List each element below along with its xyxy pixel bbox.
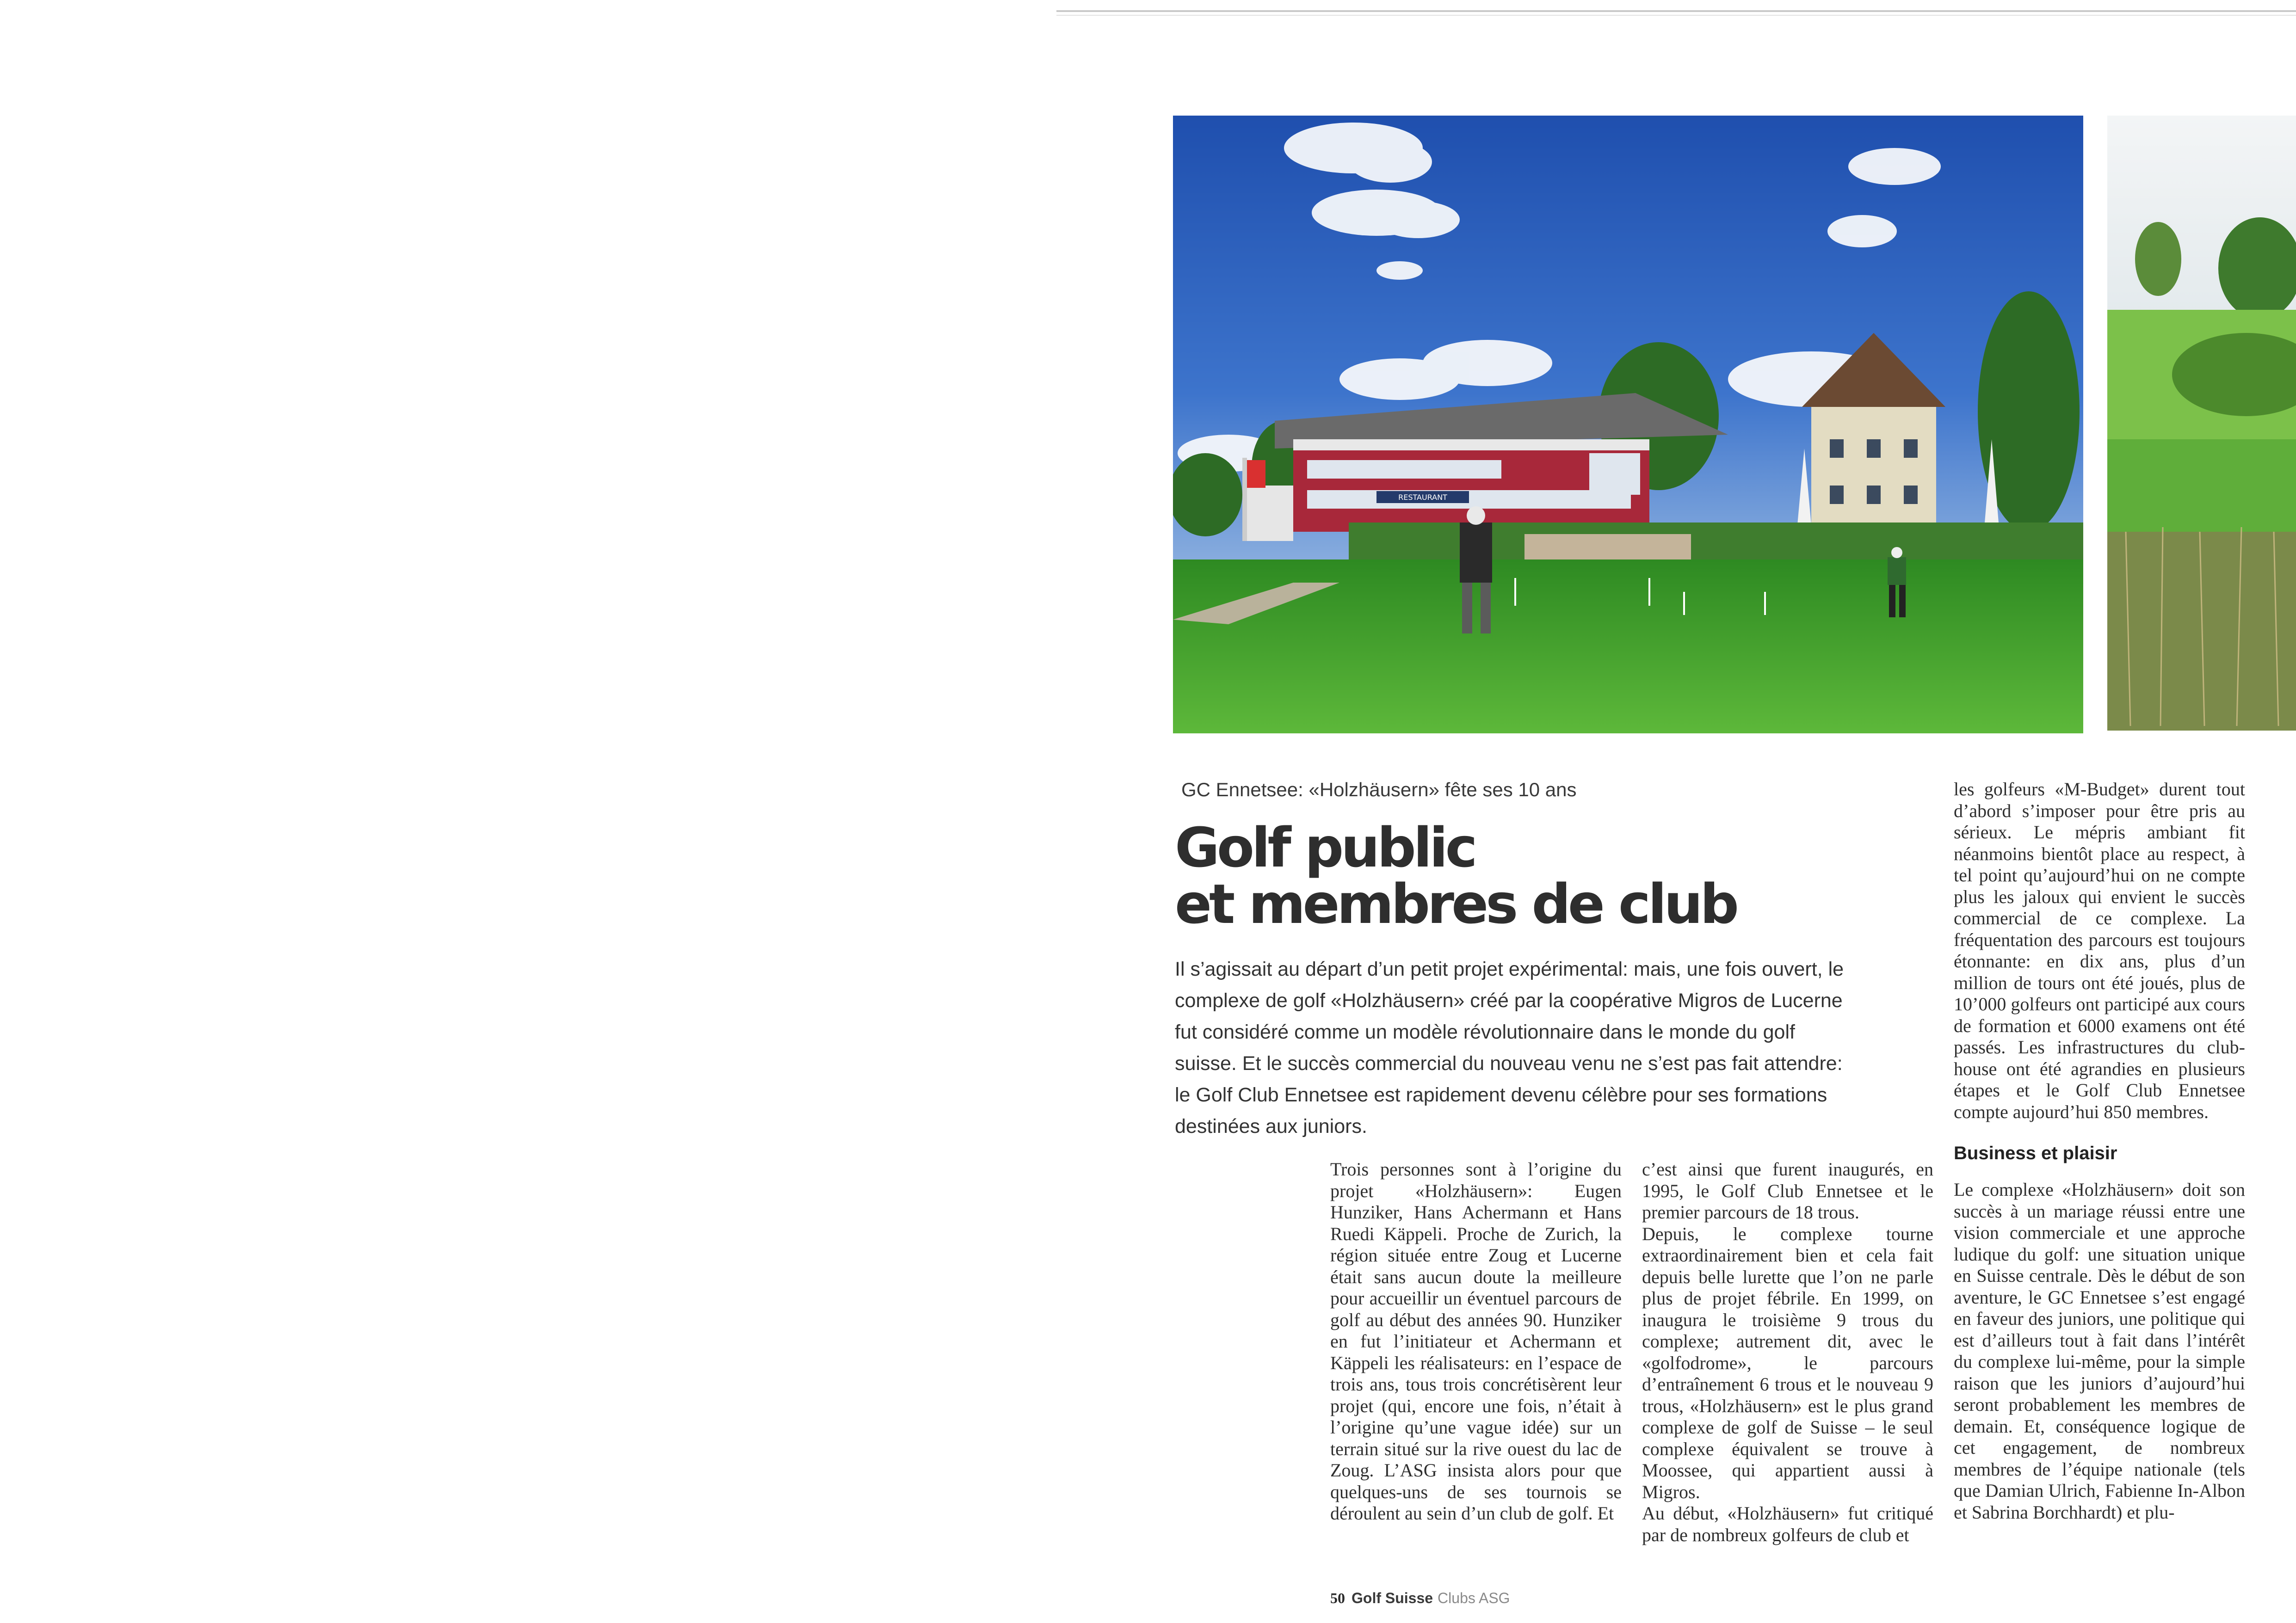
flagpole <box>1242 458 1247 541</box>
body-column-3-top <box>1954 779 2245 1123</box>
body-paragraph: c’est ainsi que furent inaugurés, en 1995, le Golf Club Ennetsee et le premier parcours de 18 trous. <box>1642 1159 1933 1223</box>
article-headline <box>1175 816 1736 936</box>
body-column-3-bottom <box>1954 1179 2245 1523</box>
wall <box>1524 534 1691 559</box>
magazine-name: Golf Suisse <box>1352 1590 1433 1606</box>
clubhouse-photo <box>1173 116 2083 733</box>
clubhouse-photo-illustration <box>1173 116 2083 733</box>
headline-line-2: et membres de club <box>1175 872 1736 936</box>
section-name: Clubs ASG <box>1438 1590 1510 1606</box>
body-column-1 <box>1330 1159 1622 1525</box>
article-kicker: GC Ennetsee: «Holzhäusern» fête ses 10 ans <box>1181 779 1577 800</box>
top-rule-thin <box>1056 15 2296 16</box>
body-paragraph: les golfeurs «M-Budget» durent tout d’abord s’imposer pour être pris au sérieux. Le mépris ambiant fit néanmoins bientôt place au respect, à tel point qu’aujourd’hui on ne compte plus les jaloux qui envient le succès commercial de ce complexe. La fréquentation des parcours est toujours étonnante: en dix ans, plus d’un million de tours ont été joués, plus de 10’000 golfeurs ont participé aux cours de formation et 6000 examens ont été passés. Les infrastructures du club-house ont été agrandies en plusieurs étapes et le Golf Club Ennetsee compte aujourd’hui 850 membres. <box>1954 779 2245 1122</box>
hedge <box>1349 523 2083 564</box>
side-tree <box>2135 222 2181 296</box>
restaurant-sign: RESTAURANT <box>1398 493 1447 502</box>
page-number: 50 <box>1330 1590 1345 1606</box>
headline-line-1: Golf public <box>1175 816 1475 879</box>
body-paragraph: Au début, «Holzhäusern» fut critiqué par de nombreux golfeurs de club et <box>1642 1503 1933 1545</box>
top-rule <box>1056 10 2296 12</box>
body-paragraph: Le complexe «Holzhäusern» doit son succès à un mariage réussi entre une vision commerciale et une approche ludique du golf: une situation unique en Suisse centrale. Dès le début de son aventure, le GC Ennetsee s’est engagé en faveur des juniors, une politique qui est d’ailleurs tout à fait dans l’intérêt du complexe lui-même, pour la simple raison que les juniors d’aujourd’hui seront probablement les membres de demain. Et, conséquence logique de cet engagement, de nombreux membres de l’équipe nationale (tels que Damian Ulrich, Fabienne In-Albon et Sabrina Borchhardt) et plu- <box>1954 1179 2245 1523</box>
body-paragraph: Depuis, le complexe tourne extraordinairement bien et cela fait depuis belle lurette que l’on ne parle plus de projet fébrile. En 1999, on inaugura le troisième 9 trous du complexe; autrement dit, avec le «golfodrome», le parcours d’entraînement 6 trous et le nouveau 9 trous, «Holzhäusern» est le plus grand complexe de golf de Suisse – le seul complexe équivalent se trouve à Moossee, qui appartient aussi à Migros. <box>1642 1223 1933 1502</box>
section-subheading: Business et plaisir <box>1954 1143 2117 1163</box>
page-footer <box>1330 1590 1510 1607</box>
flag <box>1247 460 1265 488</box>
body-column-2 <box>1642 1159 1933 1546</box>
pond-photo-illustration <box>2107 116 2296 731</box>
article-lead: Il s’agissait au départ d’un petit projet expérimental: mais, une fois ouvert, le complexe de golf «Holzhäusern» créé par la coopérative Migros de Lucerne fut considéré comme un modèle révolutionnaire dans le monde du golf suisse. Et le succès commercial du nouveau venu ne s’est pas fait attendre: le Golf Club Ennetsee est rapidement devenu célèbre pour ses formations destinées aux juniors. <box>1175 958 1844 1137</box>
pond-photo <box>2107 116 2296 731</box>
body-paragraph: Trois personnes sont à l’origine du projet «Holzhäusern»: Eugen Hunziker, Hans Achermann et Hans Ruedi Käppeli. Proche de Zurich, la région située entre Zoug et Lucerne était sans aucun doute la meilleure pour accueillir un éventuel parcours de golf au début des années 90. Hunziker en fut l’initiateur et Achermann et Käppeli les réalisateurs: en l’espace de trois ans, tous trois concrétisèrent leur projet (qui, encore une fois, n’était à l’origine qu’une vague idée) sur un terrain situé sur la rive ouest du lac de Zoug. L’ASG insista alors pour que quelques-uns de ses tournois se déroulent au sein d’un club de golf. Et <box>1330 1159 1622 1524</box>
